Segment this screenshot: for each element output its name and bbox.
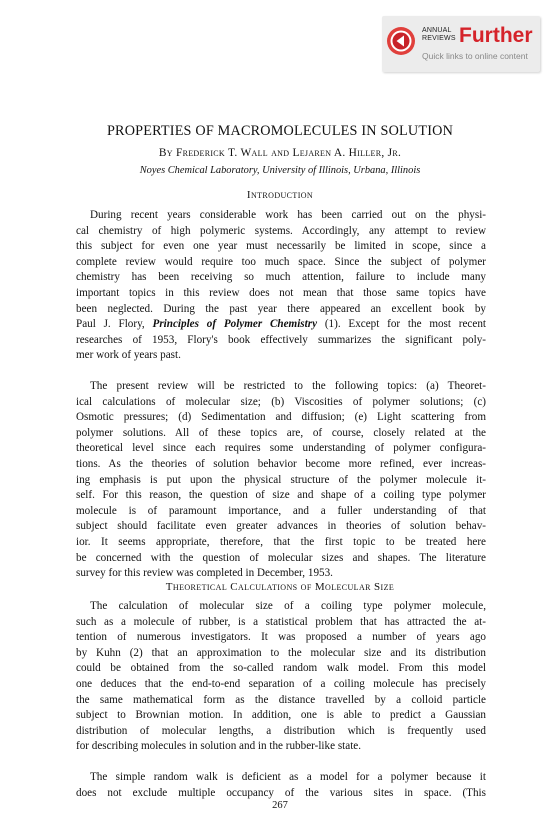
- text-line: the same mathematical form as the distance travelled by a colloid particle: [76, 693, 486, 706]
- text-line: be concerned with the question of molecular sizes and shapes. The literature: [76, 551, 486, 564]
- text-fragment: (1). Except for the most recent: [317, 318, 486, 331]
- text-line: The simple random walk is deficient as a model for a polymer because it: [90, 771, 486, 783]
- text-line: ior. It seems appropriate, therefore, that the first topic to be treated here: [76, 535, 486, 548]
- text-line: one deduces that the end-to-end separation of a coiling molecule has precisely: [76, 677, 486, 690]
- paragraph-intro-1: [76, 208, 486, 364]
- article-affiliation: Noyes Chemical Laboratory, University of Illinois, Urbana, Illinois: [139, 165, 421, 176]
- text-line: by Kuhn (2) that an approximation to the molecular size and its distribution: [76, 646, 486, 659]
- text-line: mer work of years past.: [76, 349, 181, 362]
- text-line: complete review would require too much space. Since the subject of polymer: [76, 255, 486, 268]
- text-line: ing emphasis is put upon the physical structure of the polymer molecule it-: [76, 473, 486, 486]
- book-title: Principles of Polymer Chemistry: [152, 318, 318, 331]
- text-line: Osmotic pressures; (d) Sedimentation and diffusion; (e) Light scattering from: [76, 411, 486, 424]
- text-line: could be obtained from the so-called random walk model. From this model: [76, 662, 486, 675]
- play-back-icon: [386, 26, 416, 56]
- text-line: molecule is of paramount importance, and a fuller understanding of that: [76, 504, 486, 517]
- text-line: polymer solutions. All of these topics are, of course, closely related at the: [76, 426, 486, 439]
- text-line: researches of 1953, Flory's book effectively summarizes the significant poly-: [76, 333, 486, 346]
- badge-brand: Further: [459, 24, 533, 47]
- text-line: cal chemistry of high polymeric systems. Accordingly, any attempt to review: [76, 224, 486, 237]
- text-line: During recent years considerable work has been carried out on the physi-: [90, 209, 486, 221]
- text-fragment: Paul J. Flory,: [76, 318, 153, 331]
- article-title: PROPERTIES OF MACROMOLECULES IN SOLUTION: [106, 123, 454, 139]
- text-line: distribution of molecular lengths, a distribution which is frequently used: [76, 724, 486, 737]
- paragraph-theory-2: [76, 770, 486, 801]
- text-line: self. For this reason, the question of size and shape of a coiling type polymer: [76, 489, 486, 502]
- text-line: such as a molecule of rubber, is a statistical problem that has attracted the at-: [76, 615, 486, 628]
- text-line: been neglected. During the past year there appeared an excellent book by: [76, 302, 486, 315]
- badge-line-annual: ANNUAL: [422, 27, 452, 34]
- text-line: important topics in this review does not mean that those same topics have: [76, 286, 486, 299]
- article-authors: By Frederick T. Wall and Lejaren A. Hiller, Jr.: [158, 147, 402, 159]
- text-line: for describing molecules in solution and in the rubber-like state.: [76, 740, 362, 753]
- text-line: survey for this review was completed in December, 1953.: [76, 567, 333, 580]
- paragraph-intro-2: [76, 379, 486, 582]
- text-line: does not exclude multiple occupancy of the various sites in space. (This: [76, 786, 486, 799]
- section-heading-theoretical-calculations: Theoretical Calculations of Molecular Size: [165, 581, 395, 593]
- text-line-with-book-title: [76, 317, 486, 333]
- text-line: subject to Brownian motion. In addition, one is able to predict a Gaussian: [76, 709, 486, 722]
- text-line: tention of numerous investigators. It was proposed a number of years ago: [76, 631, 486, 644]
- section-heading-introduction: Introduction: [246, 189, 314, 201]
- text-line: subject should facilitate even greater advances in theories of solution behav-: [76, 520, 486, 533]
- badge-subtitle: Quick links to online content: [422, 51, 528, 61]
- annual-reviews-logo-text: [422, 27, 456, 43]
- text-line: this subject for even one year must necessarily be limited in scope, since a: [76, 240, 486, 253]
- annual-reviews-further-badge[interactable]: [382, 16, 540, 72]
- text-line: theoretical level since each requires some understanding of polymer configura-: [76, 442, 486, 455]
- text-line: tions. As the theories of solution behavior become more refined, ever increas-: [76, 457, 486, 470]
- text-line: The calculation of molecular size of a coiling type polymer molecule,: [90, 600, 486, 612]
- paragraph-theory-1: [76, 599, 486, 755]
- text-line: The present review will be restricted to the following topics: (a) Theoret-: [90, 380, 486, 392]
- text-line: chemistry has been receiving so much attention, failure to include many: [76, 271, 486, 284]
- page-number: 267: [272, 800, 288, 811]
- badge-line-reviews: REVIEWS: [422, 35, 456, 42]
- text-line: ical calculations of molecular size; (b) Viscosities of polymer solutions; (c): [76, 395, 486, 408]
